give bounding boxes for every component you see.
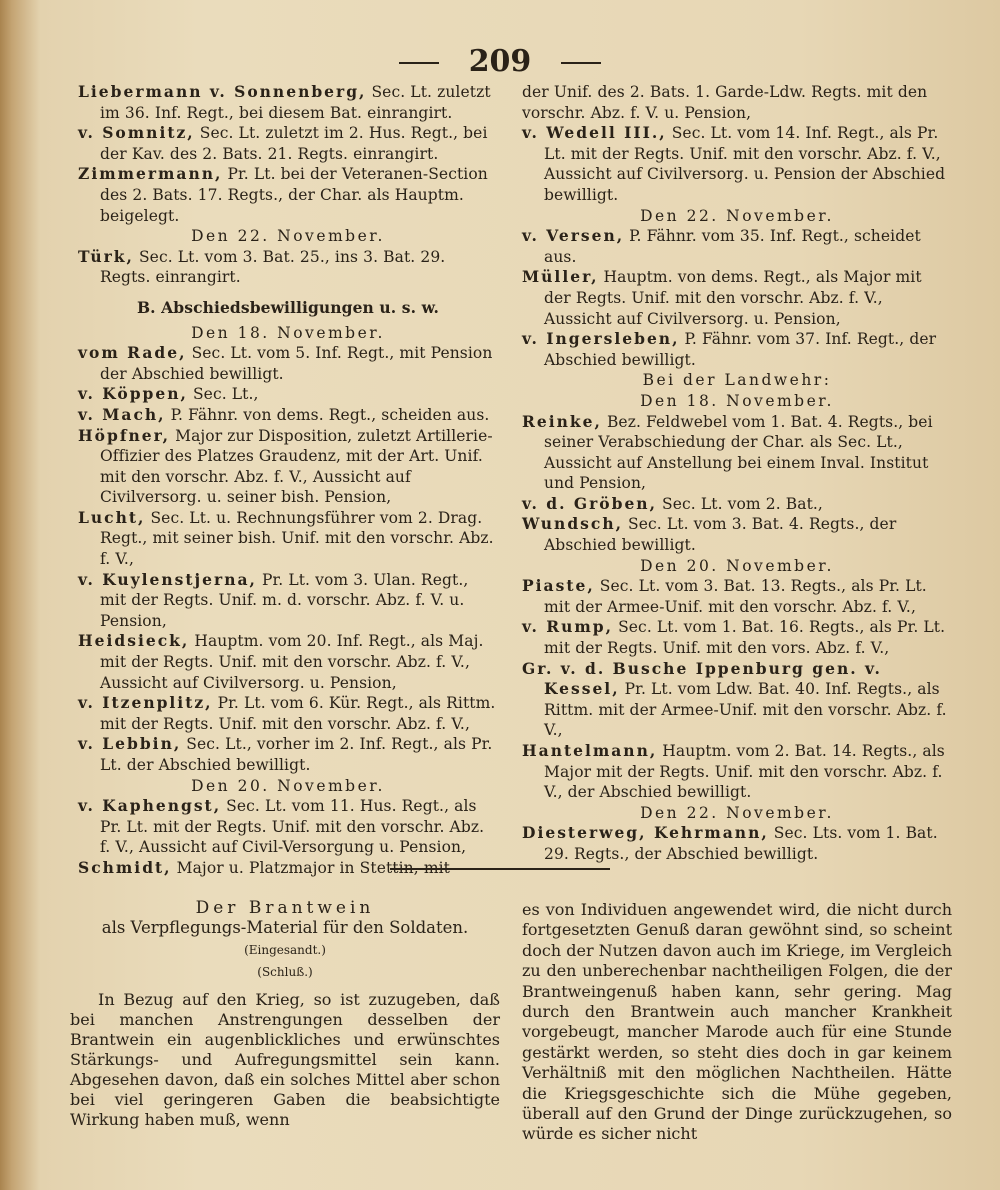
entry-text: Sec. Lt. vom 14. Inf. Regt., als Pr. Lt. mit der Regts. Unif. mit den vorschr. Abz. f. V., Aussicht auf Civilversorg. u. Pension der Abschied bewilligt. (544, 124, 946, 204)
list-item (78, 164, 498, 226)
article-left-column (70, 898, 500, 1130)
person-name: Müller, (522, 267, 599, 287)
list-item (78, 247, 498, 288)
person-name: Gr. v. d. Busche Ippenburg gen. v. Kessel, (522, 658, 882, 699)
list-item-continuation: der Unif. des 2. Bats. 1. Garde-Ldw. Regts. mit den vorschr. Abz. f. V. u. Pension, (522, 83, 928, 122)
entry-text: Sec. Lt. vom 3. Bat. 13. Regts., als Pr. Lt. mit der Armee-Unif. mit den vorschr. Abz. f. V., (544, 577, 927, 616)
list-item (522, 329, 952, 370)
section-divider (390, 868, 610, 870)
list-item (78, 693, 498, 734)
person-name: v. Lebbin, (78, 734, 182, 754)
person-name: v. Ingersleben, (522, 329, 680, 349)
list-item (78, 123, 498, 164)
entry-text: Sec. Lt. vom 3. Bat. 4. Regts., der Abschied bewilligt. (544, 515, 897, 555)
list-item (78, 405, 498, 426)
entry-text: Sec. Lt. zuletzt im 2. Hus. Regt., bei der Kav. des 2. Bats. 21. Regts. einrangirt. (100, 124, 488, 163)
person-name: v. Versen, (522, 226, 625, 246)
list-item (78, 734, 498, 775)
person-name: Höpfner, (78, 425, 171, 445)
entry-text: Major u. Platzmajor in Stettin, mit (176, 858, 451, 877)
person-name: Diesterweg, Kehrmann, (522, 823, 769, 843)
header-dash-right (561, 62, 601, 64)
person-name: Schmidt, (78, 857, 172, 877)
list-item (522, 823, 952, 864)
person-name: v. Somnitz, (78, 123, 195, 143)
entry-text: Hauptm. von dems. Regt., als Major mit der Regts. Unif. mit den vorschr. Abz. f. V., Aussicht auf Civilversorg. u. Pension, (544, 268, 922, 328)
subsection-heading: Bei der Landwehr: (642, 371, 832, 390)
entry-text: P. Fähnr. vom 37. Inf. Regt., der Abschied bewilligt. (544, 330, 937, 369)
list-item (78, 631, 498, 693)
person-name: Hantelmann, (522, 741, 658, 760)
person-name: v. d. Gröben, (522, 493, 657, 513)
entry-text: Sec. Lt. vom 2. Bat., (662, 494, 823, 513)
list-item (522, 412, 952, 494)
header-dash-left (399, 62, 439, 64)
person-name: Türk, (78, 246, 134, 266)
entry-text: Sec. Lt. vom 1. Bat. 16. Regts., als Pr. Lt. mit der Regts. Unif. mit den vors. Abz. f. V., (544, 618, 946, 658)
entry-text: Sec. Lt. vom 3. Bat. 25., ins 3. Bat. 29. Regts. einrangirt. (100, 247, 446, 287)
person-name: Reinke, (522, 411, 602, 431)
person-name: v. Wedell III., (522, 123, 667, 143)
list-item (522, 514, 952, 555)
entry-text: Pr. Lt. vom Ldw. Bat. 40. Inf. Regts., als Rittm. mit der Armee-Unif. mit den vorschr. Abz. f. V., (544, 680, 947, 740)
entry-text: Major zur Disposition, zuletzt Artillerie-Offizier des Platzes Graudenz, mit der Art. Unif. mit den vorschr. Abz. f. V., Aussicht auf Civilversorg. u. seiner bish. Pension, (100, 426, 493, 507)
list-item (78, 426, 498, 508)
article-title: Der Brantwein (195, 898, 375, 918)
person-name: v. Kaphengst, (78, 796, 222, 816)
person-name: v. Kuylenstjerna, (78, 569, 257, 589)
entry-text: Sec. Lt., (192, 385, 259, 404)
list-item (522, 659, 952, 741)
entry-text: Sec. Lt. vom 11. Hus. Regt., als Pr. Lt. mit der Regts. Unif. mit den vorschr. Abz. f. V., Aussicht auf Civil-Versorgung u. Pension, (100, 797, 485, 857)
list-item (522, 267, 952, 329)
person-name: v. Köppen, (78, 384, 188, 404)
list-item (78, 508, 498, 570)
article-note-submitted: (Eingesandt.) (244, 943, 326, 957)
list-item (522, 576, 952, 617)
entry-text: Hauptm. vom 20. Inf. Regt., als Maj. mit der Regts. Unif. mit den vorschr. Abz. f. V., Aussicht auf Civilversorg. u. Pension, (100, 632, 484, 692)
article-subtitle: als Verpflegungs-Material für den Soldaten. (101, 918, 469, 937)
list-item (78, 384, 498, 405)
page-header (0, 44, 1000, 79)
person-name: v. Rump, (522, 617, 614, 637)
entry-text: Sec. Lt., vorher im 2. Inf. Regt., als Pr. Lt. der Abschied bewilligt. (100, 735, 493, 774)
list-item (522, 123, 952, 205)
date-heading: Den 18. November. (640, 391, 834, 410)
article-right-column (522, 900, 952, 1145)
list-item (78, 343, 498, 384)
article-note-conclusion: (Schluß.) (257, 965, 313, 979)
date-heading: Den 18. November. (191, 323, 385, 342)
person-name: Piaste, (522, 576, 595, 596)
entry-text: Pr. Lt. vom 6. Kür. Regt., als Rittm. mit der Regts. Unif. mit den vorschr. Abz. f. V., (100, 694, 496, 733)
list-item (78, 570, 498, 632)
entry-text: P. Fähnr. vom 35. Inf. Regt., scheidet aus. (544, 227, 921, 266)
person-name: Heidsieck, (78, 631, 190, 651)
person-name: v. Mach, (78, 404, 166, 424)
entry-text: Hauptm. vom 2. Bat. 14. Regts., als Major mit der Regts. Unif. mit den vorschr. Abz. f. V., der Abschied bewilligt. (544, 742, 945, 802)
list-item (78, 82, 498, 123)
entry-text: Pr. Lt. bei der Veteranen-Section des 2. Bats. 17. Regts., der Char. als Hauptm. beigelegt. (100, 165, 488, 225)
date-heading: Den 22. November. (640, 803, 834, 822)
entry-text: P. Fähnr. von dems. Regt., scheiden aus. (170, 405, 490, 424)
person-name: vom Rade, (78, 343, 187, 363)
list-item (522, 226, 952, 267)
entry-text: Sec. Lt. vom 5. Inf. Regt., mit Pension der Abschied bewilligt. (100, 344, 493, 383)
entry-text: Sec. Lt. u. Rechnungsführer vom 2. Drag. Regt., mit seiner bish. Unif. mit den vorschr. Abz. f. V., (100, 508, 494, 569)
left-column (78, 82, 498, 879)
page-number: 209 (468, 44, 532, 79)
section-heading: B. Abschiedsbewilligungen u. s. w. (136, 297, 439, 317)
person-name: Lucht, (78, 507, 146, 527)
person-name: Liebermann v. Sonnenberg, (78, 82, 367, 101)
person-name: v. Itzenplitz, (78, 693, 213, 713)
list-item (78, 796, 498, 858)
article-paragraph-right: es von Individuen angewendet wird, die nicht durch fortgesetzten Genuß daran gewöhnt sind, so scheint doch der Nutzen davon auch im Kriege, im Vergleich zu den unberechenbar nachtheiligen Folgen, die der Brantweingenuß haben kann, sehr gering. Mag durch den Brantwein auch mancher Krankheit vorgebeugt, mancher Marode auch für eine Stunde gestärkt werden, so steht dies doch in gar keinem Verhältniß mit den möglichen Nachtheilen. Hätte die Kriegsgeschichte sich die Mühe gegeben, überall auf den Grund der Dinge zurückzugehen, so würde es sicher nicht (522, 900, 952, 1144)
right-column (522, 82, 952, 865)
date-heading: Den 22. November. (191, 227, 385, 246)
person-name: Wundsch, (522, 514, 623, 534)
article-paragraph-left: In Bezug auf den Krieg, so ist zuzugeben, daß bei manchen Anstrengungen desselben der Brantwein ein augenblickliches und erwünschtes Stärkungs- und Aufregungsmittel sein kann. Abgesehen davon, daß ein solches Mittel aber schon bei viel geringeren Gaben die beabsichtigte Wirkung haben muß, wenn (70, 990, 500, 1129)
list-item (522, 494, 952, 515)
entry-text: Sec. Lts. vom 1. Bat. 29. Regts., der Abschied bewilligt. (544, 824, 938, 863)
date-heading: Den 20. November. (640, 556, 834, 575)
list-item (522, 741, 952, 803)
entry-text: Pr. Lt. vom 3. Ulan. Regt., mit der Regts. Unif. m. d. vorschr. Abz. f. V. u. Pension, (100, 570, 469, 630)
date-heading: Den 22. November. (640, 206, 834, 225)
person-name: Zimmermann, (78, 164, 223, 184)
list-item (522, 617, 952, 658)
date-heading: Den 20. November. (191, 776, 385, 795)
entry-text: Sec. Lt. zuletzt im 36. Inf. Regt., bei diesem Bat. einrangirt. (100, 83, 491, 122)
entry-text: Bez. Feldwebel vom 1. Bat. 4. Regts., bei seiner Verabschiedung der Char. als Sec. Lt., Aussicht auf Anstellung bei einem Inval. Institut und Pension, (544, 412, 933, 493)
